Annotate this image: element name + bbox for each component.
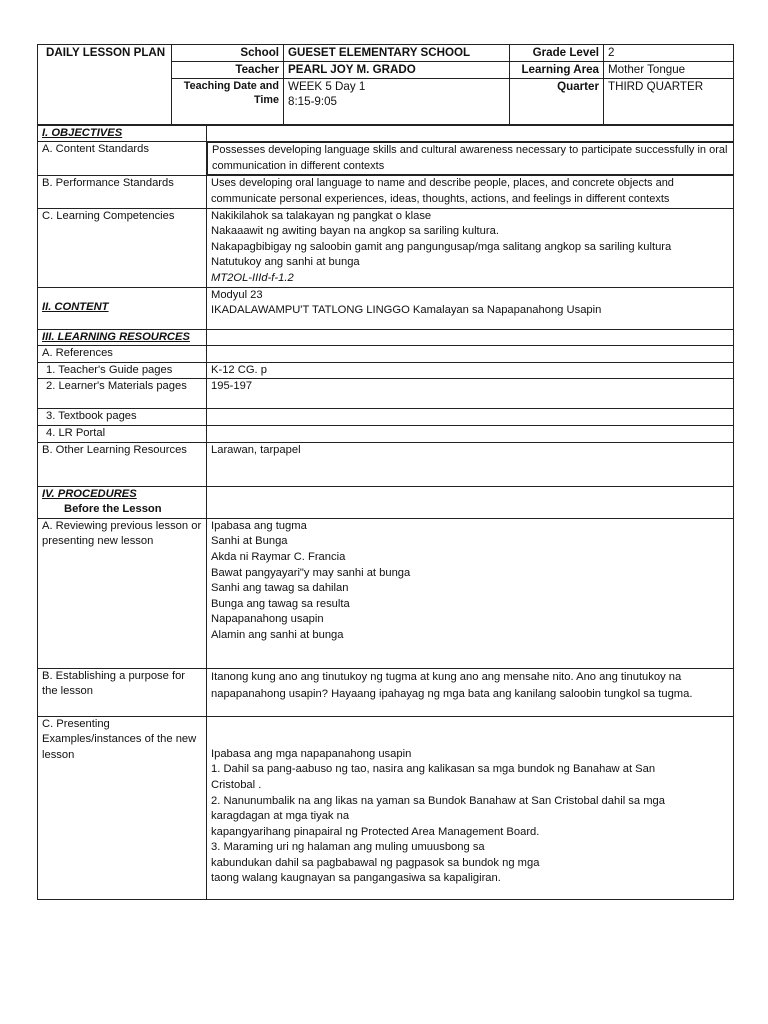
other-resources-value: Larawan, tarpapel	[207, 442, 734, 486]
procedure-b-text	[207, 668, 734, 716]
performance-standards-text: Uses developing oral language to name and describe people, places, and concrete objects and communicate personal experiences, ideas, thoughts, actions, and feelings in different contexts	[207, 176, 734, 208]
quarter-label: Quarter	[510, 78, 604, 124]
procedure-a-text	[207, 518, 734, 668]
procedures-heading-cell	[38, 486, 207, 518]
procedure-a-line: Bawat pangyayari"y may sanhi at bunga	[211, 566, 411, 579]
procedure-c-line: Cristobal .	[211, 778, 262, 791]
procedure-c-line: 3. Maraming uri ng halaman ang muling umuusbong sa	[211, 841, 485, 854]
procedure-a-line: Akda ni Raymar C. Francia	[211, 550, 346, 563]
content-standards-text: Possesses developing language skills and cultural awareness necessary to participate successfully in oral communication in different contexts	[207, 142, 734, 175]
quarter-value: THIRD QUARTER	[604, 78, 734, 124]
date-value	[284, 78, 510, 124]
lr-portal-label: 4. LR Portal	[38, 425, 207, 442]
competency-item: Natutukoy ang sanhi at bunga	[211, 256, 360, 269]
content-standards-label: A. Content Standards	[38, 142, 207, 176]
content-module: Modyul 23	[211, 288, 263, 301]
teacher-value: PEARL JOY M. GRADO	[284, 62, 510, 79]
objectives-heading: I. OBJECTIVES	[38, 125, 207, 142]
procedure-c-line: kapangyarihang pinapairal ng Protected Area Management Board.	[211, 825, 540, 838]
procedures-heading: IV. PROCEDURES	[42, 487, 137, 500]
procedure-c-line: Ipabasa ang mga napapanahong usapin	[211, 747, 412, 760]
procedure-b-line: Itanong kung ano ang tinutukoy ng tugma at kung ano ang mensahe nito. Ano ang tinutukoy na	[211, 670, 682, 683]
procedure-a-line: Bunga ang tawag sa resulta	[211, 597, 350, 610]
school-label: School	[172, 45, 284, 62]
procedure-c-label: C. Presenting Examples/instances of the new lesson	[38, 716, 207, 899]
performance-standards-label: B. Performance Standards	[38, 176, 207, 208]
procedure-c-text	[207, 716, 734, 899]
area-label: Learning Area	[510, 62, 604, 79]
resources-heading: III. LEARNING RESOURCES	[38, 329, 207, 346]
procedure-a-label: A. Reviewing previous lesson or presenting new lesson	[38, 518, 207, 668]
lm-pages-value: 195-197	[207, 379, 734, 409]
lm-pages-label: 2. Learner's Materials pages	[38, 379, 207, 409]
lesson-plan-document	[37, 44, 733, 900]
competency-item: Nakapagbibigay ng saloobin gamit ang pangungusap/mga salitang angkop sa sariling kultura	[211, 240, 672, 253]
content-heading: II. CONTENT	[38, 287, 207, 329]
school-value: GUESET ELEMENTARY SCHOOL	[284, 45, 510, 62]
tg-pages-label: 1. Teacher's Guide pages	[38, 362, 207, 379]
competency-item: Nakaaawit ng awiting bayan na angkop sa sariling kultura.	[211, 225, 499, 238]
before-lesson-subheading: Before the Lesson	[64, 503, 162, 516]
content-text	[207, 287, 734, 329]
date-value-week: WEEK 5 Day 1	[288, 79, 366, 93]
competencies-label: C. Learning Competencies	[38, 208, 207, 287]
procedure-c-line: 1. Dahil sa pang-aabuso ng tao, nasira ang kalikasan sa mga bundok ng Banahaw at San	[211, 763, 656, 776]
procedure-a-line: Sanhi ang tawag sa dahilan	[211, 582, 349, 595]
date-value-time: 8:15-9:05	[288, 95, 337, 109]
procedure-a-line: Napapanahong usapin	[211, 613, 324, 626]
procedure-c-line: karagdagan at mga tiyak na	[211, 810, 350, 823]
grade-value: 2	[604, 45, 734, 62]
area-value: Mother Tongue	[604, 62, 734, 79]
tg-pages-value: K-12 CG. p	[207, 362, 734, 379]
procedure-c-line: taong walang kaugnayan sa pangangasiwa sa kapaligiran.	[211, 872, 501, 885]
teacher-label: Teacher	[172, 62, 284, 79]
references-label: A. References	[38, 346, 207, 363]
procedure-a-line: Alamin ang sanhi at bunga	[211, 628, 344, 641]
textbook-pages-label: 3. Textbook pages	[38, 409, 207, 426]
date-label: Teaching Date and Time	[172, 78, 284, 124]
procedure-a-line: Sanhi at Bunga	[211, 535, 288, 548]
competency-item: Nakikilahok sa talakayan ng pangkat o klase	[211, 209, 432, 222]
competencies-list	[207, 208, 734, 287]
procedure-a-line: Ipabasa ang tugma	[211, 519, 307, 532]
other-resources-label: B. Other Learning Resources	[38, 442, 207, 486]
procedure-c-line: 2. Nanunumbalik na ang likas na yaman sa Bundok Banahaw at San Cristobal dahil sa mga	[211, 794, 665, 807]
lesson-body-table	[37, 125, 734, 900]
header-table	[37, 44, 734, 125]
procedure-b-label: B. Establishing a purpose for the lesson	[38, 668, 207, 716]
procedure-c-line: kabundukan dahil sa pagbabawal ng pagpasok sa bundok ng mga	[211, 856, 540, 869]
competency-code: MT2OL-IIId-f-1.2	[211, 271, 294, 284]
document-title: DAILY LESSON PLAN	[38, 45, 172, 125]
grade-label: Grade Level	[510, 45, 604, 62]
content-title: IKADALAWAMPU'T TATLONG LINGGO Kamalayan sa Napapanahong Usapin	[211, 304, 602, 317]
procedure-b-line: napapanahong usapin? Hayaang ipahayag ng mga bata ang kanilang saloobin tungkol sa tugma.	[211, 687, 693, 700]
